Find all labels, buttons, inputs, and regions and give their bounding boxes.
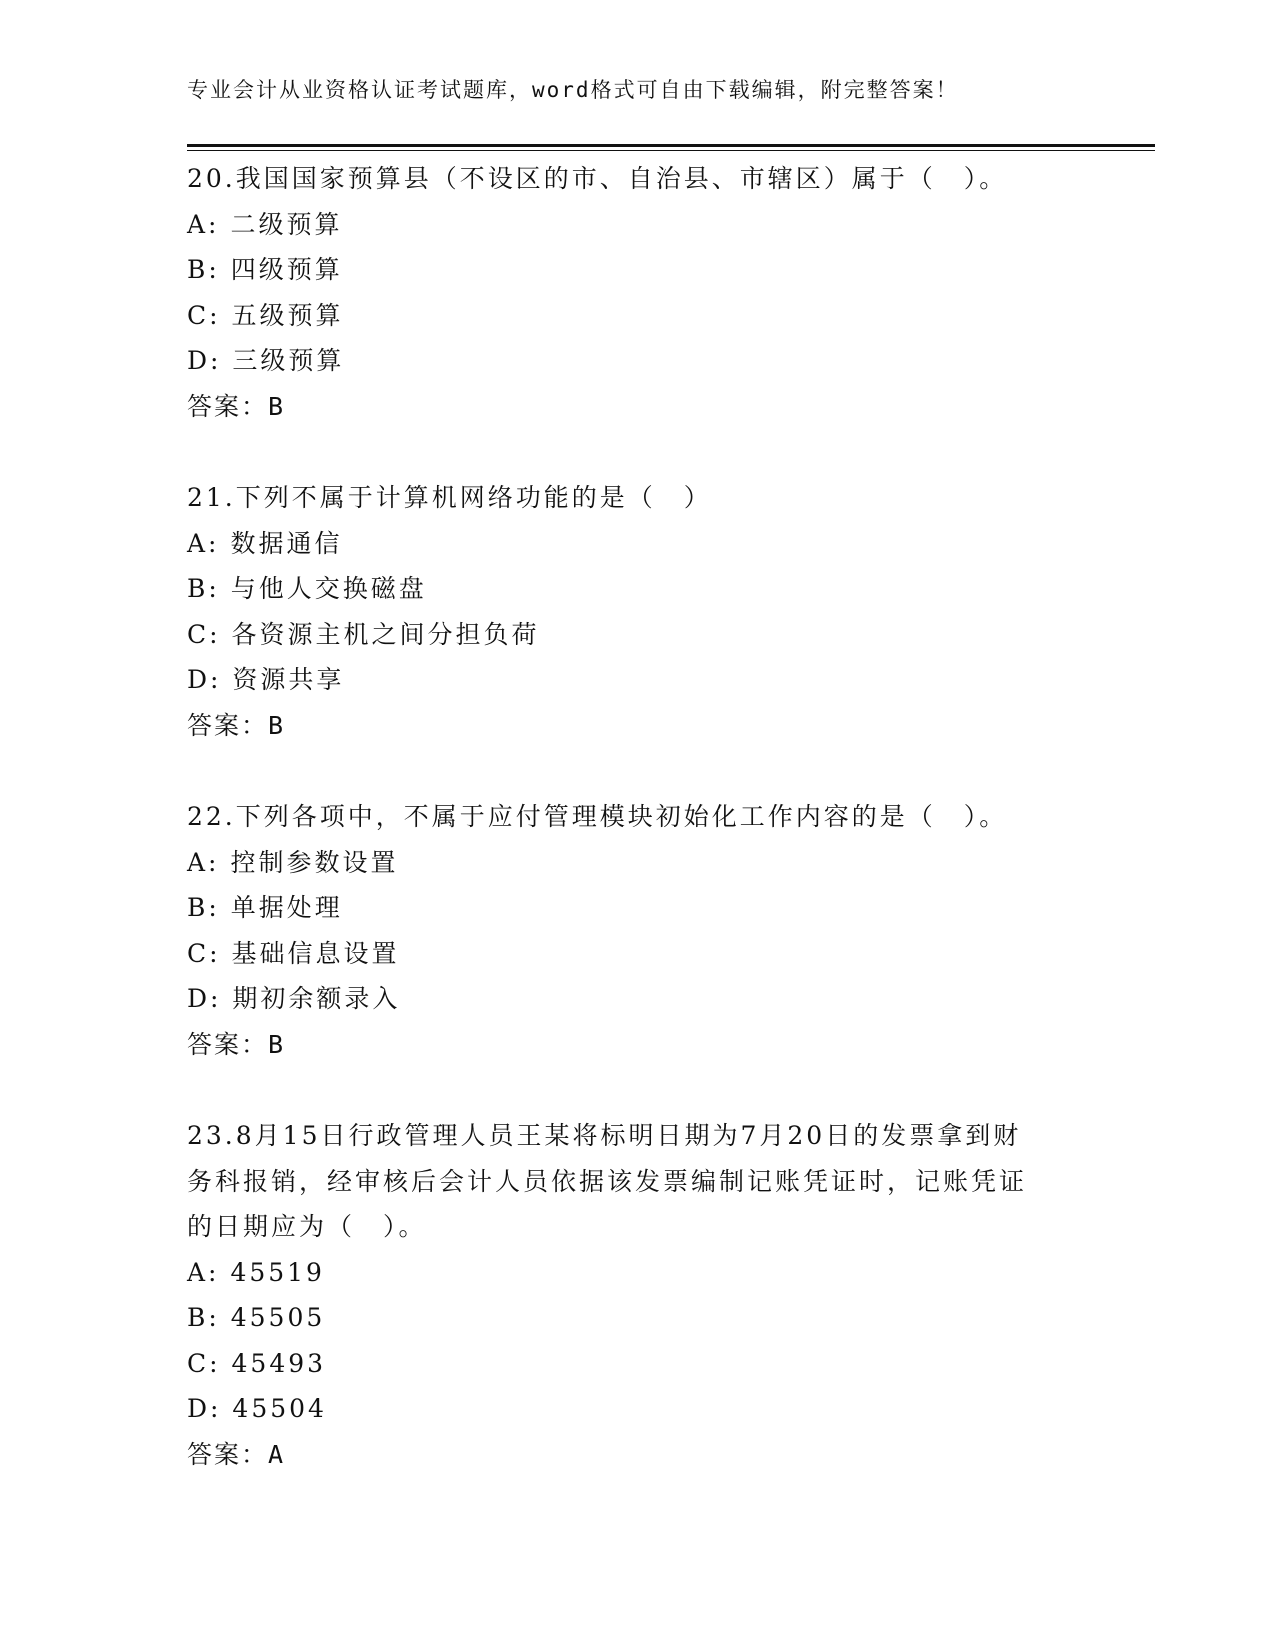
answer-line <box>187 1432 1087 1478</box>
question-22 <box>187 794 1087 1067</box>
option-text: 数据通信 <box>230 528 343 558</box>
option-text: 45505 <box>230 1303 326 1332</box>
option-text: 控制参数设置 <box>230 847 399 877</box>
option-a <box>187 202 1087 248</box>
option-text: 与他人交换磁盘 <box>230 574 427 603</box>
answer-value: B <box>268 391 286 421</box>
answer-value: A <box>268 1439 286 1469</box>
option-letter: A: <box>187 1257 220 1287</box>
option-letter: D: <box>187 984 222 1013</box>
option-text: 45493 <box>231 1348 327 1378</box>
option-b <box>187 885 1087 931</box>
question-23 <box>187 1113 1087 1477</box>
option-c <box>187 931 1087 977</box>
option-b <box>187 566 1087 612</box>
option-letter: D: <box>187 665 222 694</box>
question-stem-line-3: 的日期应为（ ）。 <box>187 1212 427 1241</box>
option-text: 三级预算 <box>232 346 345 375</box>
option-letter: C: <box>187 938 221 968</box>
option-letter: A: <box>187 847 220 877</box>
answer-line <box>187 703 1087 749</box>
option-letter: B: <box>187 1303 220 1332</box>
question-stem-line-2: 务科报销，经审核后会计人员依据该发票编制记账凭证时，记账凭证 <box>187 1166 1028 1196</box>
option-b <box>187 247 1087 293</box>
answer-value: B <box>268 710 286 740</box>
option-text: 45519 <box>230 1257 325 1287</box>
option-c <box>187 1341 1087 1387</box>
answer-label: 答案： <box>187 1029 269 1059</box>
option-b <box>187 1295 1087 1341</box>
header-divider-thick <box>187 144 1155 147</box>
option-d <box>187 657 1087 703</box>
question-stem: 20.我国国家预算县（不设区的市、自治县、市辖区）属于（ ）。 <box>187 164 1008 193</box>
option-d <box>187 976 1087 1022</box>
question-stem: 22.下列各项中，不属于应付管理模块初始化工作内容的是（ ）。 <box>187 802 1008 831</box>
option-text: 45504 <box>232 1394 327 1423</box>
option-letter: A: <box>187 528 220 558</box>
option-letter: C: <box>187 1348 221 1378</box>
answer-line <box>187 1022 1087 1068</box>
option-letter: C: <box>187 619 221 649</box>
option-letter: B: <box>187 574 220 603</box>
option-letter: C: <box>187 300 221 330</box>
option-text: 基础信息设置 <box>231 938 400 968</box>
option-text: 各资源主机之间分担负荷 <box>231 619 540 649</box>
option-a <box>187 840 1087 886</box>
option-text: 单据处理 <box>230 893 343 922</box>
option-d <box>187 338 1087 384</box>
answer-label: 答案： <box>187 710 269 740</box>
answer-value: B <box>268 1029 286 1059</box>
option-letter: D: <box>187 1394 222 1423</box>
option-d <box>187 1386 1087 1432</box>
option-text: 四级预算 <box>230 255 343 284</box>
question-list <box>187 156 1087 1523</box>
answer-label: 答案： <box>187 1439 269 1469</box>
question-stem: 21.下列不属于计算机网络功能的是（ ） <box>187 483 712 512</box>
option-text: 二级预算 <box>230 209 343 239</box>
option-a <box>187 521 1087 567</box>
option-text: 期初余额录入 <box>232 984 401 1013</box>
header-note: 专业会计从业资格认证考试题库，word格式可自由下载编辑，附完整答案！ <box>187 78 959 102</box>
question-21 <box>187 475 1087 748</box>
question-stem-line-1: 23.8月15日行政管理人员王某将标明日期为7月20日的发票拿到财 <box>187 1121 1022 1150</box>
option-a <box>187 1250 1087 1296</box>
option-letter: D: <box>187 346 222 375</box>
option-letter: B: <box>187 893 220 922</box>
option-c <box>187 293 1087 339</box>
answer-label: 答案： <box>187 391 269 421</box>
answer-line <box>187 384 1087 430</box>
option-text: 五级预算 <box>231 300 344 330</box>
question-20 <box>187 156 1087 429</box>
option-letter: A: <box>187 209 220 239</box>
option-text: 资源共享 <box>232 665 345 694</box>
option-letter: B: <box>187 255 220 284</box>
option-c <box>187 612 1087 658</box>
header-divider-thin <box>187 150 1155 151</box>
